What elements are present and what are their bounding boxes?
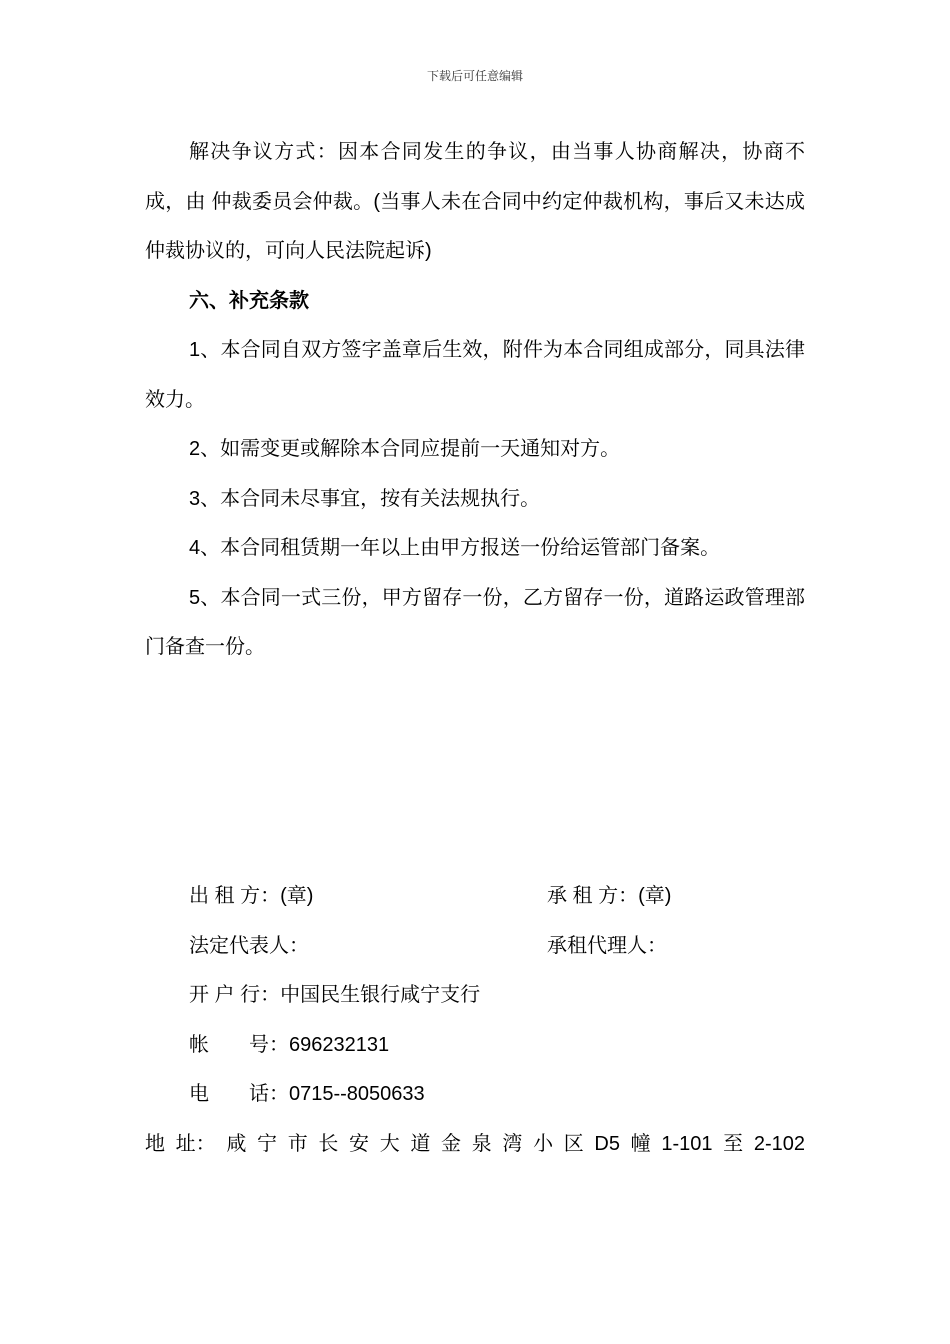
address-token: 湾 bbox=[502, 1132, 523, 1155]
address-token: 长 bbox=[318, 1132, 339, 1155]
lessor-seal-label: 出 租 方：(章) bbox=[189, 885, 314, 907]
phone-line: 电 话：0715--8050633 bbox=[189, 1083, 425, 1105]
address-token: 市 bbox=[287, 1132, 308, 1155]
dispute-resolution-paragraph: 解决争议方式：因本合同发生的争议，由当事人协商解决，协商不成，由 仲裁委员会仲裁。(当事人未在合同中约定仲裁机构，事后又未达成仲裁协议的，可向人民法院起诉) bbox=[145, 141, 805, 262]
address-token: 安 bbox=[349, 1132, 370, 1155]
clause-4: 4、本合同租赁期一年以上由甲方报送一份给运管部门备案。 bbox=[189, 537, 721, 559]
address-token: 咸 bbox=[226, 1132, 247, 1155]
address-token: 1-101 bbox=[661, 1132, 713, 1155]
address-token: 泉 bbox=[471, 1132, 492, 1155]
clause-5: 5、本合同一式三份，甲方留存一份，乙方留存一份，道路运政管理部门备查一份。 bbox=[145, 586, 805, 658]
contract-body bbox=[145, 128, 805, 673]
address-label: 地 bbox=[145, 1132, 165, 1155]
address-token: 小 bbox=[533, 1132, 554, 1155]
address-token: 金 bbox=[441, 1132, 462, 1155]
legal-representative-label: 法定代表人： bbox=[189, 934, 309, 957]
lessee-agent-label: 承租代理人： bbox=[547, 934, 667, 957]
clause-2: 2、如需变更或解除本合同应提前一天通知对方。 bbox=[189, 438, 621, 460]
clause-3: 3、本合同未尽事宜，按有关法规执行。 bbox=[189, 487, 541, 510]
address-line bbox=[145, 1120, 805, 1170]
address-token: 2-102 bbox=[753, 1132, 805, 1155]
section-6-title: 六、补充条款 bbox=[189, 289, 309, 312]
bank-line: 开 户 行：中国民生银行咸宁支行 bbox=[189, 984, 481, 1006]
address-colon: 址： bbox=[175, 1132, 216, 1155]
address-token: 幢 bbox=[630, 1132, 651, 1155]
address-token: 道 bbox=[410, 1132, 431, 1155]
page-header-note: 下载后可任意编辑 bbox=[426, 69, 523, 83]
address-token: D5 bbox=[594, 1132, 620, 1155]
signature-block bbox=[145, 872, 805, 1169]
address-token: 区 bbox=[563, 1132, 584, 1155]
address-token: 至 bbox=[723, 1132, 744, 1155]
clause-1: 1、本合同自双方签字盖章后生效，附件为本合同组成部分，同具法律效力。 bbox=[145, 339, 805, 411]
address-token: 大 bbox=[379, 1132, 400, 1155]
account-line: 帐 号：696232131 bbox=[189, 1033, 390, 1056]
address-token: 宁 bbox=[257, 1132, 278, 1155]
lessee-seal-label: 承 租 方：(章) bbox=[547, 885, 672, 907]
